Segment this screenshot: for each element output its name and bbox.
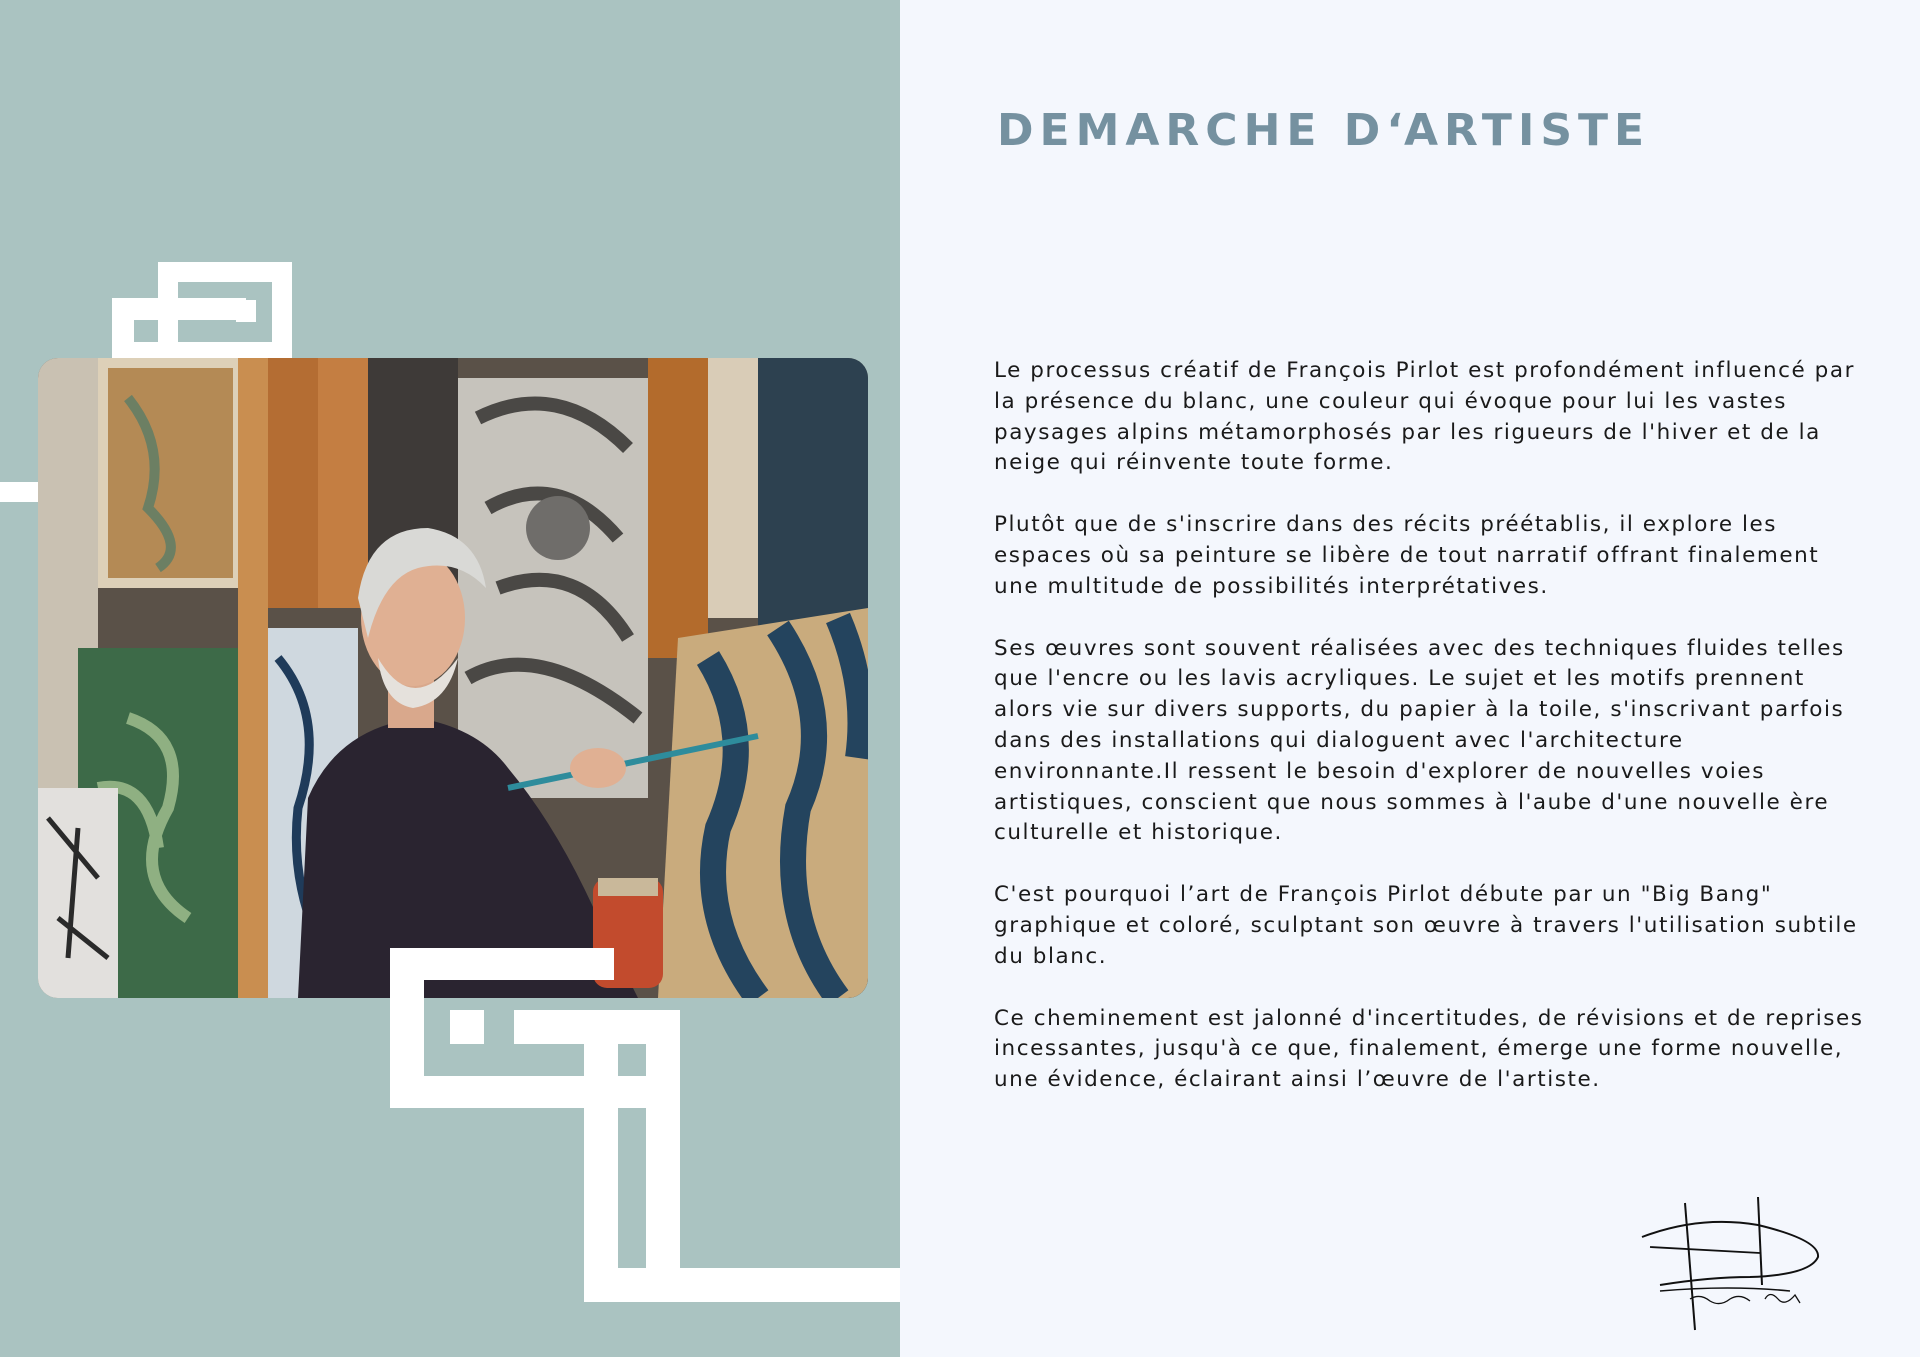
paragraph-2: Plutôt que de s'inscrire dans des récits préétablis, il explore les espaces où sa peinture se libère de tout narratif offrant finalement une multitude de possibilités interprétatives. [994, 512, 1820, 599]
paragraph-1: Le processus créatif de François Pirlot est profondément influencé par la présence du blanc, une couleur qui évoque pour lui les vastes paysages alpins métamorphosés par les rigueurs de l'hiver et de la neige qui réinvente toute forme. [994, 358, 1855, 476]
signature-icon [1640, 1195, 1825, 1335]
artist-photo [38, 358, 868, 998]
paragraph-5: Ce cheminement est jalonné d'incertitudes, de révisions et de reprises incessantes, jusqu'à ce que, finalement, émerge une forme nouvelle, une évidence, éclairant ainsi l’œuvre de l'artiste. [994, 1005, 1864, 1093]
page-title: DEMARCHE D‘ARTISTE [997, 105, 1651, 156]
left-color-panel [0, 0, 900, 1357]
paragraph-3: Ses œuvres sont souvent réalisées avec des techniques fluides telles que l'encre ou les lavis acryliques. Le sujet et les motifs prennent alors vie sur divers supports, du papier à la toile, s'inscrivant parfois dans des installations qui dialoguent avec l'architecture environnante.Il ressent le besoin d'explorer de nouvelles voies artistiques, conscient que nous sommes à l'aube d'une nouvelle ère culturelle et historique. [994, 635, 1845, 846]
artist-statement [994, 356, 1864, 1127]
paragraph-4: C'est pourquoi l’art de François Pirlot débute par un "Big Bang" graphique et coloré, sculptant son œuvre à travers l'utilisation subtile du blanc. [994, 882, 1858, 969]
